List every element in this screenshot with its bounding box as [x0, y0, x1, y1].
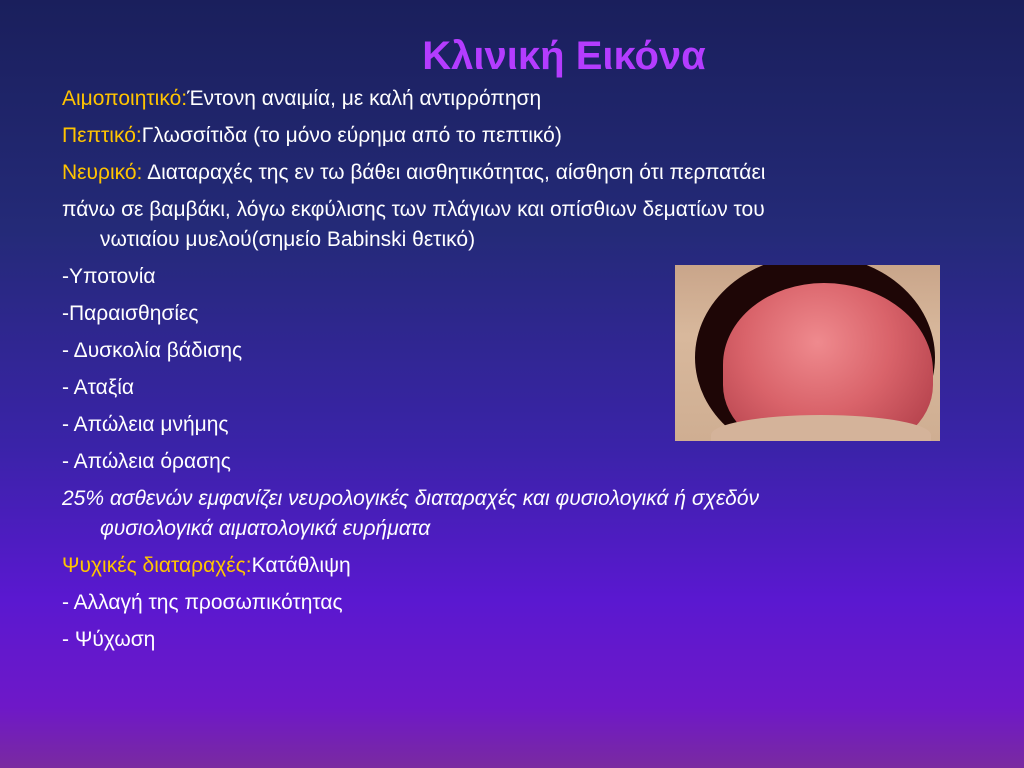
list-item-walking-difficulty: - Δυσκολία βάδισης [62, 339, 243, 362]
list-item-nervous [62, 158, 765, 188]
text-percentage-line-1: 25% ασθενών εμφανίζει νευρολογικές διαταραχές και φυσιολογικά ή σχεδόν [62, 487, 760, 510]
text-hematopoietic: Έντονη αναιμία, με καλή αντιρρόπηση [187, 87, 542, 110]
list-item-psychiatric [62, 551, 351, 581]
text-digestive: Γλωσσίτιδα (το μόνο εύρημα από το πεπτικό) [141, 124, 562, 147]
label-psychiatric: Ψυχικές διαταραχές: [62, 554, 252, 577]
text-nervous-line-2: νωτιαίου μυελού(σημείο Babinski θετικό) [100, 228, 476, 251]
text-psychiatric: Κατάθλιψη [251, 554, 351, 577]
label-digestive: Πεπτικό: [62, 124, 142, 147]
slide-title: Κλινική Εικόνα [422, 34, 706, 78]
tongue-photo [675, 265, 940, 441]
list-item-hematopoietic [62, 84, 541, 114]
text-nervous: Διαταραχές της εν τω βάθει αισθητικότητας, αίσθηση ότι περπατάει [142, 161, 766, 184]
list-item-personality-change: - Αλλαγή της προσωπικότητας [62, 591, 343, 614]
list-item-hypotonia: -Υποτονία [62, 265, 156, 288]
label-nervous: Νευρικό: [62, 161, 143, 184]
label-hematopoietic: Αιμοποιητικό: [62, 87, 188, 110]
list-item-psychosis: - Ψύχωση [62, 628, 156, 651]
list-item-memory-loss: - Απώλεια μνήμης [62, 413, 229, 436]
list-item-ataxia: - Αταξία [62, 376, 135, 399]
text-percentage-line-2: φυσιολογικά αιματολογικά ευρήματα [100, 517, 431, 540]
list-item-paresthesia: -Παραισθησίες [62, 302, 199, 325]
list-item-percentage-note [62, 484, 952, 544]
list-item-nervous-continued [62, 195, 952, 255]
text-nervous-line-1: πάνω σε βαμβάκι, λόγω εκφύλισης των πλάγιων και οπίσθιων δεματίων του [62, 198, 765, 221]
list-item-digestive [62, 121, 562, 151]
list-item-vision-loss: - Απώλεια όρασης [62, 450, 231, 473]
